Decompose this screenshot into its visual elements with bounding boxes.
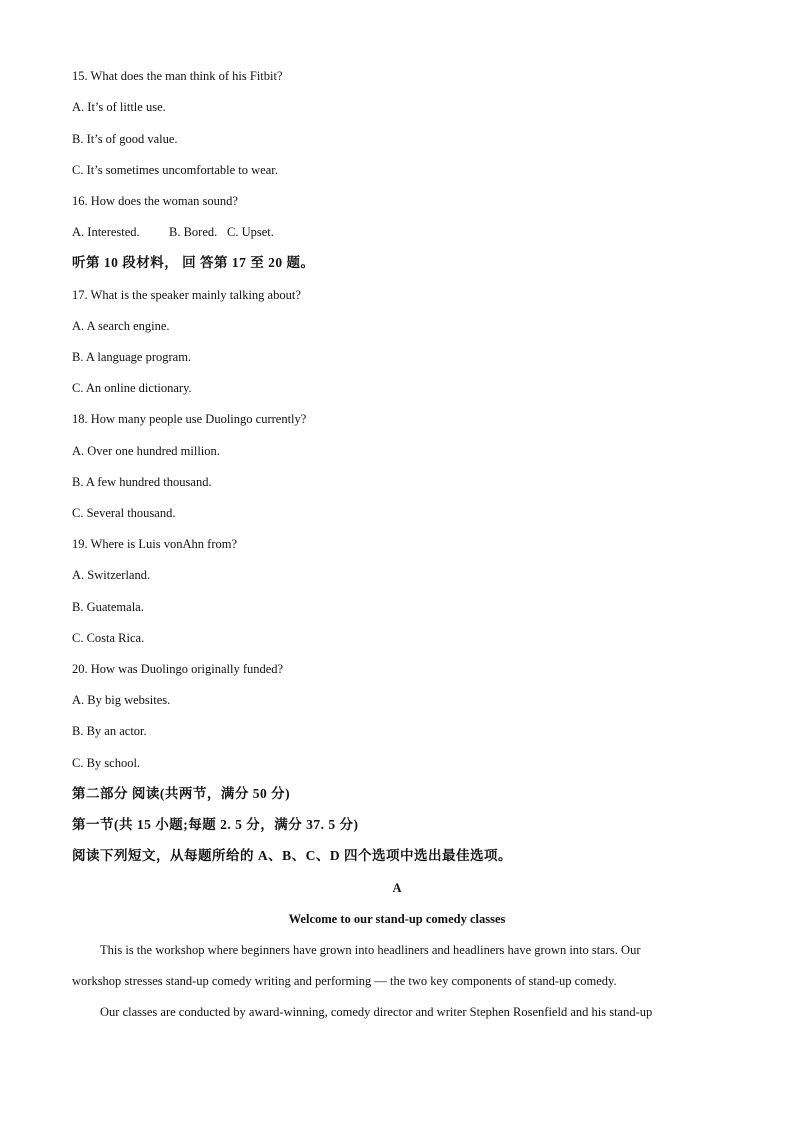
- question-20: 20. How was Duolingo originally funded?: [72, 662, 284, 676]
- option-16c: C. Upset.: [227, 225, 274, 239]
- option-17b: B. A language program.: [72, 350, 192, 364]
- paragraph-1-line-2: workshop stresses stand-up comedy writing and performing — the two key components of stand-up comedy.: [72, 974, 617, 988]
- option-16a: A. Interested.: [72, 225, 140, 239]
- option-18b: B. A few hundred thousand.: [72, 475, 212, 489]
- passage-letter: A: [392, 881, 402, 895]
- option-20a: A. By big websites.: [72, 693, 171, 707]
- options-16: [72, 224, 274, 240]
- option-19a: A. Switzerland.: [72, 568, 151, 582]
- question-17: 17. What is the speaker mainly talking about?: [72, 288, 301, 302]
- option-15b: B. It’s of good value.: [72, 132, 178, 146]
- option-15a: A. It’s of little use.: [72, 100, 166, 114]
- option-18c: C. Several thousand.: [72, 506, 176, 520]
- question-16: 16. How does the woman sound?: [72, 194, 238, 208]
- option-18a: A. Over one hundred million.: [72, 444, 220, 458]
- option-20c: C. By school.: [72, 756, 141, 770]
- paragraph-2-line-1: Our classes are conducted by award-winning, comedy director and writer Stephen Rosenfield and his stand-up: [100, 1005, 653, 1019]
- option-16b: B. Bored.: [169, 225, 218, 239]
- section-10-heading: 听第 10 段材料， 回 答第 17 至 20 题。: [72, 255, 315, 270]
- part-2-heading: 第二部分 阅读(共两节，满分 50 分): [72, 786, 291, 801]
- question-19: 19. Where is Luis vonAhn from?: [72, 537, 238, 551]
- option-19c: C. Costa Rica.: [72, 631, 145, 645]
- paragraph-1-line-1: This is the workshop where beginners have grown into headliners and headliners have grown into stars. Our: [100, 943, 641, 957]
- option-17c: C. An online dictionary.: [72, 381, 192, 395]
- option-17a: A. A search engine.: [72, 319, 170, 333]
- reading-instructions: 阅读下列短文，从每题所给的 A、B、C、D 四个选项中选出最佳选项。: [72, 848, 513, 863]
- passage-title: Welcome to our stand-up comedy classes: [288, 912, 506, 926]
- question-15: 15. What does the man think of his Fitbit?: [72, 69, 283, 83]
- question-18: 18. How many people use Duolingo currently?: [72, 412, 307, 426]
- section-1-heading: 第一节(共 15 小题;每题 2. 5 分，满分 37. 5 分): [72, 817, 359, 832]
- option-19b: B. Guatemala.: [72, 600, 144, 614]
- option-15c: C. It’s sometimes uncomfortable to wear.: [72, 163, 278, 177]
- option-20b: B. By an actor.: [72, 724, 147, 738]
